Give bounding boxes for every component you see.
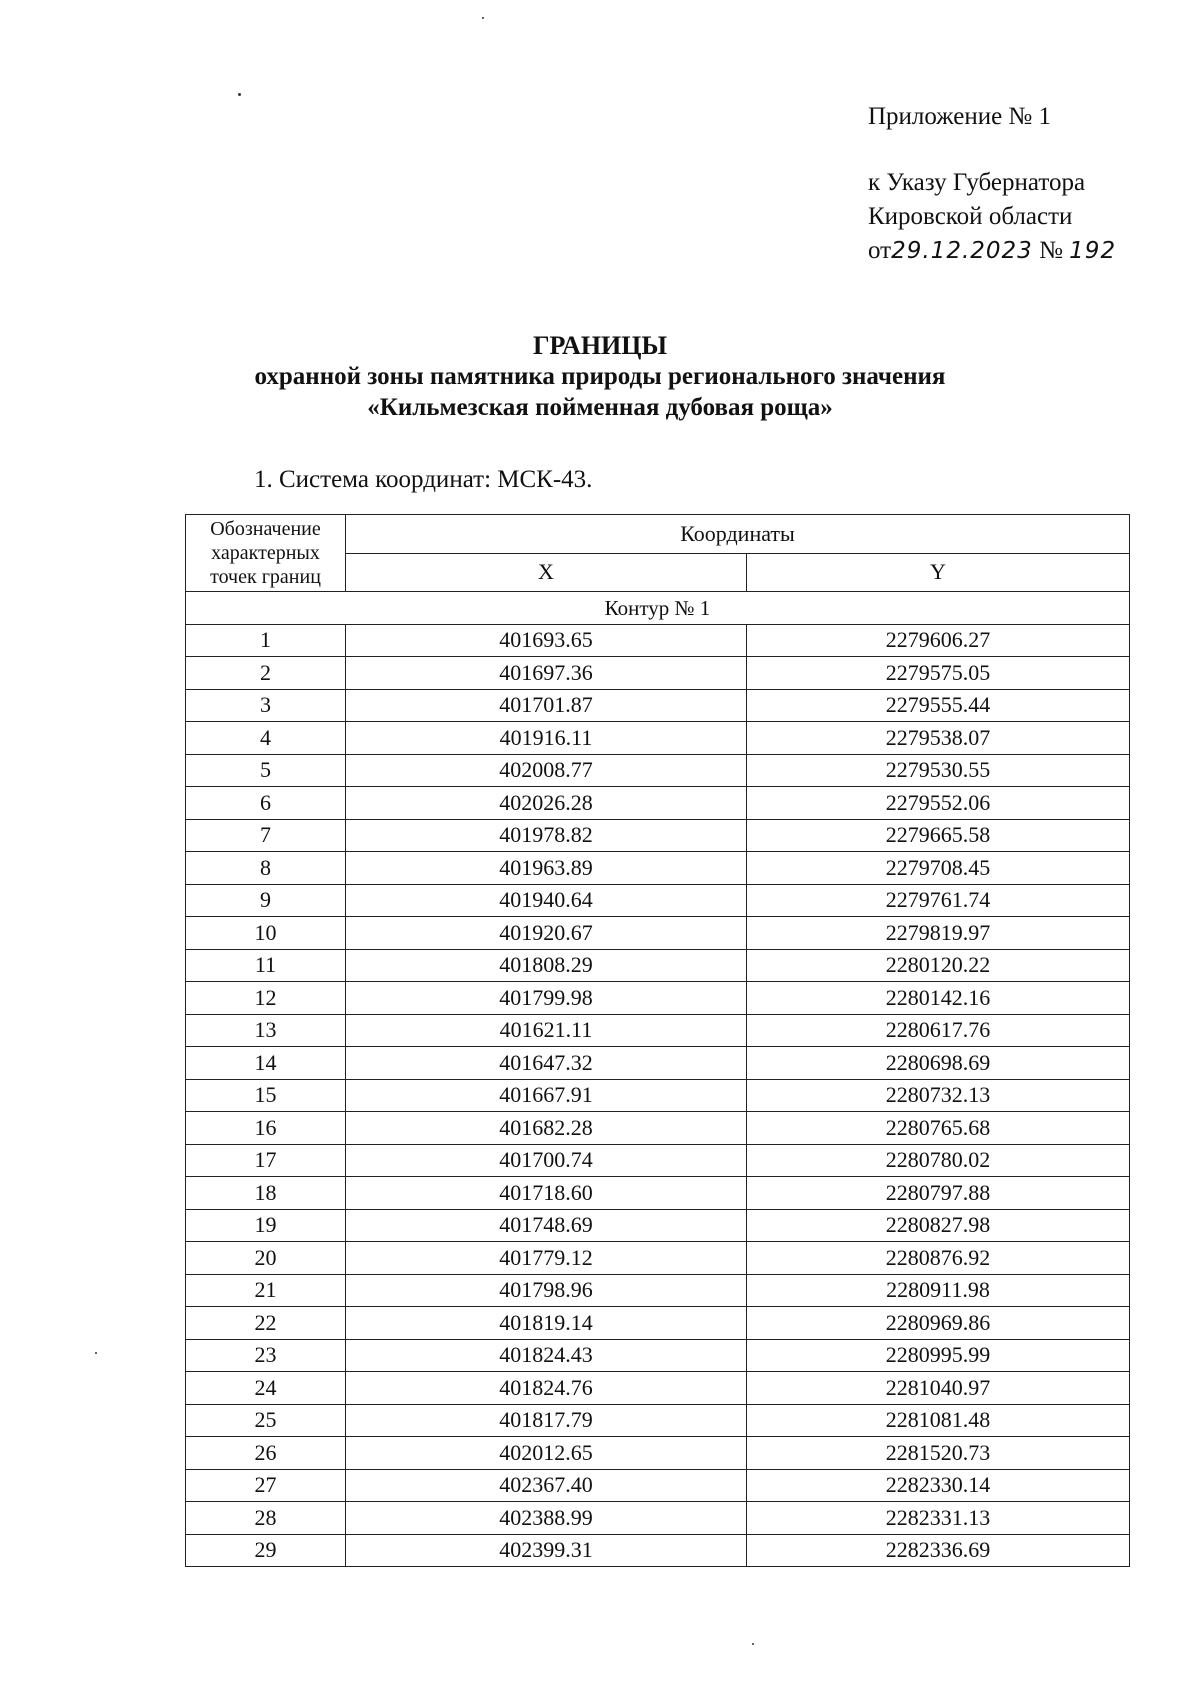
x-coordinate-cell: 402388.99: [346, 1502, 747, 1535]
x-coordinate-cell: 401817.79: [346, 1404, 747, 1437]
scan-speck: [238, 93, 241, 96]
table-row: [186, 982, 1130, 1015]
table-row: [186, 689, 1130, 722]
x-coordinate-cell: 401963.89: [346, 852, 747, 885]
x-coordinate-cell: 402367.40: [346, 1469, 747, 1502]
column-header-designation: Обозначение характерных точек границ: [186, 515, 346, 592]
x-coordinate-cell: 401682.28: [346, 1112, 747, 1145]
point-number-cell: 22: [186, 1307, 346, 1340]
table-row: [186, 722, 1130, 755]
point-number-cell: 1: [186, 624, 346, 657]
y-coordinate-cell: 2279552.06: [747, 787, 1130, 820]
point-number-cell: 16: [186, 1112, 346, 1145]
x-coordinate-cell: 402026.28: [346, 787, 747, 820]
document-title: [0, 330, 1200, 423]
x-coordinate-cell: 401647.32: [346, 1047, 747, 1080]
y-coordinate-cell: 2280797.88: [747, 1177, 1130, 1210]
table-row: [186, 1307, 1130, 1340]
y-coordinate-cell: 2279530.55: [747, 754, 1130, 787]
y-coordinate-cell: 2281040.97: [747, 1372, 1130, 1405]
number-prefix: №: [1039, 237, 1063, 264]
x-coordinate-cell: 401693.65: [346, 624, 747, 657]
y-coordinate-cell: 2280617.76: [747, 1014, 1130, 1047]
point-number-cell: 13: [186, 1014, 346, 1047]
y-coordinate-cell: 2279575.05: [747, 657, 1130, 690]
y-coordinate-cell: 2280827.98: [747, 1209, 1130, 1242]
x-coordinate-cell: 401916.11: [346, 722, 747, 755]
table-body: [186, 592, 1130, 1567]
decree-reference: к Указу Губернатора: [868, 169, 1086, 196]
y-coordinate-cell: 2279708.45: [747, 852, 1130, 885]
y-coordinate-cell: 2279538.07: [747, 722, 1130, 755]
x-coordinate-cell: 402399.31: [346, 1534, 747, 1567]
table-row: [186, 917, 1130, 950]
point-number-cell: 21: [186, 1274, 346, 1307]
y-coordinate-cell: 2280876.92: [747, 1242, 1130, 1275]
scan-speck: [95, 1352, 97, 1354]
y-coordinate-cell: 2279761.74: [747, 884, 1130, 917]
appendix-number: Приложение № 1: [868, 103, 1052, 130]
table-row: [186, 1437, 1130, 1470]
point-number-cell: 27: [186, 1469, 346, 1502]
table-row: [186, 1469, 1130, 1502]
point-number-cell: 4: [186, 722, 346, 755]
table-row: [186, 852, 1130, 885]
y-coordinate-cell: 2279665.58: [747, 819, 1130, 852]
table-row: [186, 1502, 1130, 1535]
table-row: [186, 1014, 1130, 1047]
point-number-cell: 25: [186, 1404, 346, 1437]
x-coordinate-cell: 401667.91: [346, 1079, 747, 1112]
y-coordinate-cell: 2280765.68: [747, 1112, 1130, 1145]
x-coordinate-cell: 401718.60: [346, 1177, 747, 1210]
y-coordinate-cell: 2280120.22: [747, 949, 1130, 982]
column-header-x: X: [346, 553, 747, 592]
point-number-cell: 26: [186, 1437, 346, 1470]
y-coordinate-cell: 2280142.16: [747, 982, 1130, 1015]
contour-label: Контур № 1: [186, 592, 1130, 625]
y-coordinate-cell: 2280969.86: [747, 1307, 1130, 1340]
x-coordinate-cell: 401978.82: [346, 819, 747, 852]
table-row: [186, 624, 1130, 657]
x-coordinate-cell: 402012.65: [346, 1437, 747, 1470]
x-coordinate-cell: 401920.67: [346, 917, 747, 950]
point-number-cell: 2: [186, 657, 346, 690]
x-coordinate-cell: 401701.87: [346, 689, 747, 722]
x-coordinate-cell: 401700.74: [346, 1144, 747, 1177]
table-row: [186, 1404, 1130, 1437]
y-coordinate-cell: 2279555.44: [747, 689, 1130, 722]
x-coordinate-cell: 401798.96: [346, 1274, 747, 1307]
point-number-cell: 24: [186, 1372, 346, 1405]
table-row: [186, 884, 1130, 917]
point-number-cell: 5: [186, 754, 346, 787]
table-row: [186, 1177, 1130, 1210]
y-coordinate-cell: 2280780.02: [747, 1144, 1130, 1177]
region-name: Кировской области: [868, 203, 1073, 230]
point-number-cell: 20: [186, 1242, 346, 1275]
column-header-coordinates: Координаты: [346, 515, 1130, 554]
y-coordinate-cell: 2282336.69: [747, 1534, 1130, 1567]
decree-date: 29.12.2023: [891, 238, 1033, 264]
point-number-cell: 3: [186, 689, 346, 722]
table-row: [186, 1209, 1130, 1242]
point-number-cell: 6: [186, 787, 346, 820]
y-coordinate-cell: 2281520.73: [747, 1437, 1130, 1470]
table-row: [186, 819, 1130, 852]
y-coordinate-cell: 2280995.99: [747, 1339, 1130, 1372]
table-row: [186, 787, 1130, 820]
x-coordinate-cell: 401808.29: [346, 949, 747, 982]
scan-speck: [752, 1643, 754, 1645]
table-row: [186, 657, 1130, 690]
title-main: ГРАНИЦЫ: [532, 331, 668, 360]
table-row: [186, 1242, 1130, 1275]
table-row: [186, 1144, 1130, 1177]
y-coordinate-cell: 2279606.27: [747, 624, 1130, 657]
x-coordinate-cell: 401824.43: [346, 1339, 747, 1372]
y-coordinate-cell: 2282331.13: [747, 1502, 1130, 1535]
date-prefix: от: [868, 237, 892, 264]
table-row: [186, 1534, 1130, 1567]
point-number-cell: 18: [186, 1177, 346, 1210]
point-number-cell: 11: [186, 949, 346, 982]
table-row: [186, 1274, 1130, 1307]
x-coordinate-cell: 401819.14: [346, 1307, 747, 1340]
x-coordinate-cell: 401799.98: [346, 982, 747, 1015]
x-coordinate-cell: 401621.11: [346, 1014, 747, 1047]
point-number-cell: 9: [186, 884, 346, 917]
point-number-cell: 19: [186, 1209, 346, 1242]
table-row: [186, 754, 1130, 787]
table-row: [186, 1339, 1130, 1372]
table-row: [186, 1112, 1130, 1145]
x-coordinate-cell: 402008.77: [346, 754, 747, 787]
coordinates-table: [185, 514, 1130, 1567]
x-coordinate-cell: 401748.69: [346, 1209, 747, 1242]
title-subtitle: охранной зоны памятника природы регионального значения: [254, 363, 946, 390]
table-row: [186, 1372, 1130, 1405]
y-coordinate-cell: 2281081.48: [747, 1404, 1130, 1437]
scan-speck: [482, 17, 484, 19]
y-coordinate-cell: 2280911.98: [747, 1274, 1130, 1307]
coordinate-system-caption: 1. Система координат: МСК-43.: [254, 466, 593, 493]
appendix-header: [868, 100, 1116, 268]
title-object-name: «Кильмезская пойменная дубовая роща»: [367, 394, 833, 421]
table-row: [186, 1079, 1130, 1112]
contour-row: [186, 592, 1130, 625]
table-row: [186, 1047, 1130, 1080]
point-number-cell: 8: [186, 852, 346, 885]
x-coordinate-cell: 401824.76: [346, 1372, 747, 1405]
point-number-cell: 17: [186, 1144, 346, 1177]
point-number-cell: 12: [186, 982, 346, 1015]
decree-date-line: [868, 234, 1116, 268]
point-number-cell: 14: [186, 1047, 346, 1080]
y-coordinate-cell: 2280698.69: [747, 1047, 1130, 1080]
column-header-y: Y: [747, 553, 1130, 592]
point-number-cell: 7: [186, 819, 346, 852]
x-coordinate-cell: 401697.36: [346, 657, 747, 690]
x-coordinate-cell: 401940.64: [346, 884, 747, 917]
y-coordinate-cell: 2280732.13: [747, 1079, 1130, 1112]
y-coordinate-cell: 2279819.97: [747, 917, 1130, 950]
y-coordinate-cell: 2282330.14: [747, 1469, 1130, 1502]
table-row: [186, 949, 1130, 982]
point-number-cell: 29: [186, 1534, 346, 1567]
decree-number: 192: [1069, 238, 1117, 264]
point-number-cell: 10: [186, 917, 346, 950]
point-number-cell: 23: [186, 1339, 346, 1372]
point-number-cell: 15: [186, 1079, 346, 1112]
point-number-cell: 28: [186, 1502, 346, 1535]
x-coordinate-cell: 401779.12: [346, 1242, 747, 1275]
